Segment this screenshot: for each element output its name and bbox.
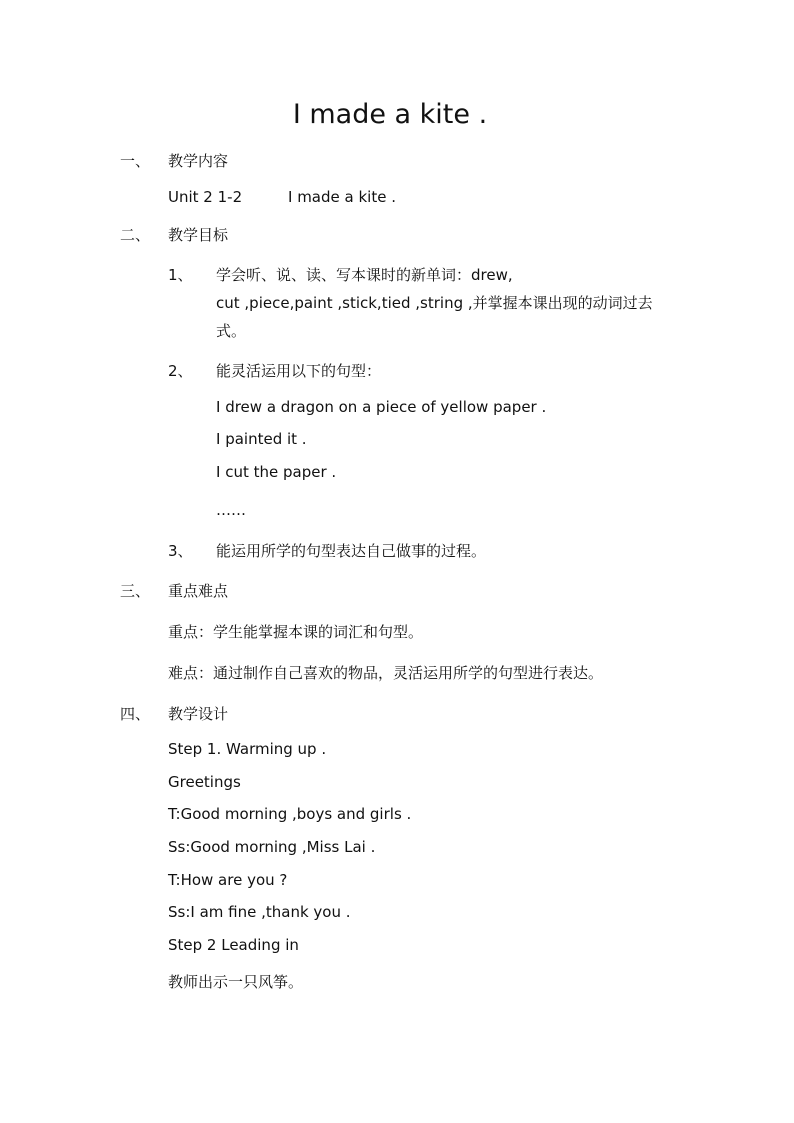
difficult-point: 难点：通过制作自己喜欢的物品，灵活运用所学的句型进行表达。 [168, 664, 604, 682]
goal-number-2: 2、 [168, 362, 193, 380]
step-line-2: Greetings [168, 773, 241, 791]
goal-text-2: 能灵活运用以下的句型： [216, 362, 382, 380]
section-number-3: 三、 [120, 582, 151, 600]
step-line-8: 教师出示一只风筝。 [168, 973, 304, 991]
section-heading-1: 教学内容 [168, 152, 229, 170]
unit-label: Unit 2 1-2 [168, 188, 243, 206]
goal-number-3: 3、 [168, 542, 193, 560]
step-line-4: Ss:Good morning ,Miss Lai . [168, 838, 376, 856]
key-point: 重点：学生能掌握本课的词汇和句型。 [168, 623, 424, 641]
goal-text-3: 能运用所学的句型表达自己做事的过程。 [216, 542, 487, 560]
sentence-pattern-3: I cut the paper . [216, 463, 337, 481]
step-line-3: T:Good morning ,boys and girls . [168, 805, 412, 823]
section-number-2: 二、 [120, 226, 151, 244]
goal-text-1-line-3: 式。 [216, 322, 247, 340]
goal-text-1-line-1: 学会听、说、读、写本课时的新单词：drew, [216, 266, 513, 284]
goal-number-1: 1、 [168, 266, 193, 284]
section-number-4: 四、 [120, 705, 151, 723]
section-heading-3: 重点难点 [168, 582, 229, 600]
sentence-pattern-1: I drew a dragon on a piece of yellow paper . [216, 398, 547, 416]
section-heading-2: 教学目标 [168, 226, 229, 244]
step-line-1: Step 1. Warming up . [168, 740, 327, 758]
step-line-6: Ss:I am fine ,thank you . [168, 903, 351, 921]
page-title: I made a kite . [292, 99, 488, 130]
step-line-7: Step 2 Leading in [168, 936, 299, 954]
sentence-ellipsis: …… [216, 501, 246, 519]
step-line-5: T:How are you ? [168, 871, 288, 889]
unit-title: I made a kite . [288, 188, 396, 206]
section-heading-4: 教学设计 [168, 705, 229, 723]
section-number-1: 一、 [120, 152, 151, 170]
sentence-pattern-2: I painted it . [216, 430, 307, 448]
goal-text-1-line-2: cut ,piece,paint ,stick,tied ,string ,并掌握本课出现的动词过去 [216, 294, 653, 312]
